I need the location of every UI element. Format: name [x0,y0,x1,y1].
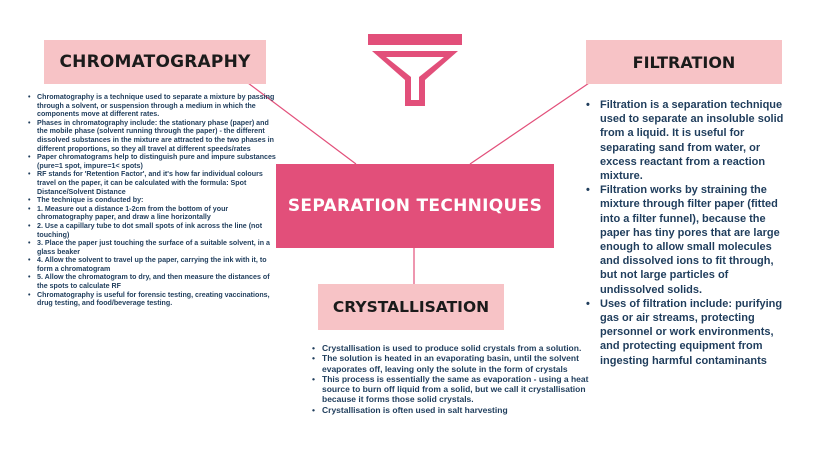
list-item: • 4. Allow the solvent to travel up the paper, carrying the ink with it, to form a chromatogram [28,256,276,273]
list-item: • The solution is heated in an evaporating basin, until the solvent evaporates off, leaving only the solute in the form of crystals [312,353,594,374]
chromatography-list [28,93,276,308]
filtration-title: FILTRATION [586,40,782,84]
crystallisation-list [312,343,594,415]
list-item: • Crystallisation is used to produce solid crystals from a solution. [312,343,594,353]
filtration-list [586,98,792,368]
chromatography-title: CHROMATOGRAPHY [44,40,266,84]
funnel-icon [366,32,464,108]
crystallisation-title: CRYSTALLISATION [318,284,504,330]
central-topic: SEPARATION TECHNIQUES [276,164,554,248]
list-item: • Paper chromatograms help to distinguish pure and impure substances (pure=1 spot, impure=1< spots) [28,153,276,170]
list-item: • The technique is conducted by: [28,196,276,205]
list-item: • Phases in chromatography include: the stationary phase (paper) and the mobile phase (solvent running through the paper) - the different dissolved substances in the mixture are attracted to the two phases in different proportions, so they all travel at different speeds/rates [28,119,276,153]
list-item: • 3. Place the paper just touching the surface of a suitable solvent, in a glass beaker [28,239,276,256]
list-item: • Chromatography is a technique used to separate a mixture by passing through a solvent, or suspension through a medium in which the components move at different rates. [28,93,276,119]
list-item: • Crystallisation is often used in salt harvesting [312,405,594,415]
list-item: • This process is essentially the same as evaporation - using a heat source to burn off liquid from a solid, but we call it crystallisation because it forms those solid crystals. [312,374,594,405]
list-item: • Chromatography is useful for forensic testing, creating vaccinations, drug testing, and food/beverage testing. [28,291,276,308]
list-item: • 2. Use a capillary tube to dot small spots of ink across the line (not touching) [28,222,276,239]
list-item: • Filtration works by straining the mixture through filter paper (fitted into a filter funnel), because the paper has tiny pores that are large enough to allow small molecules and dissolved ions to fit through, but not large particles of undissolved solids. [586,183,792,297]
list-item: • Uses of filtration include: purifying gas or air streams, protecting personnel or work environments, and protecting equipment from ingesting harmful contaminants [586,297,792,368]
list-item: • 1. Measure out a distance 1-2cm from the bottom of your chromatography paper, and draw a line horizontally [28,205,276,222]
list-item: • 5. Allow the chromatogram to dry, and then measure the distances of the spots to calculate RF [28,273,276,290]
list-item: • Filtration is a separation technique used to separate an insoluble solid from a liquid. It is useful for separating sand from water, or excess reactant from a reaction mixture. [586,98,792,183]
list-item: • RF stands for 'Retention Factor', and it's how far individual colours travel on the paper, it can be calculated with the formula: Spot Distance/Solvent Distance [28,170,276,196]
